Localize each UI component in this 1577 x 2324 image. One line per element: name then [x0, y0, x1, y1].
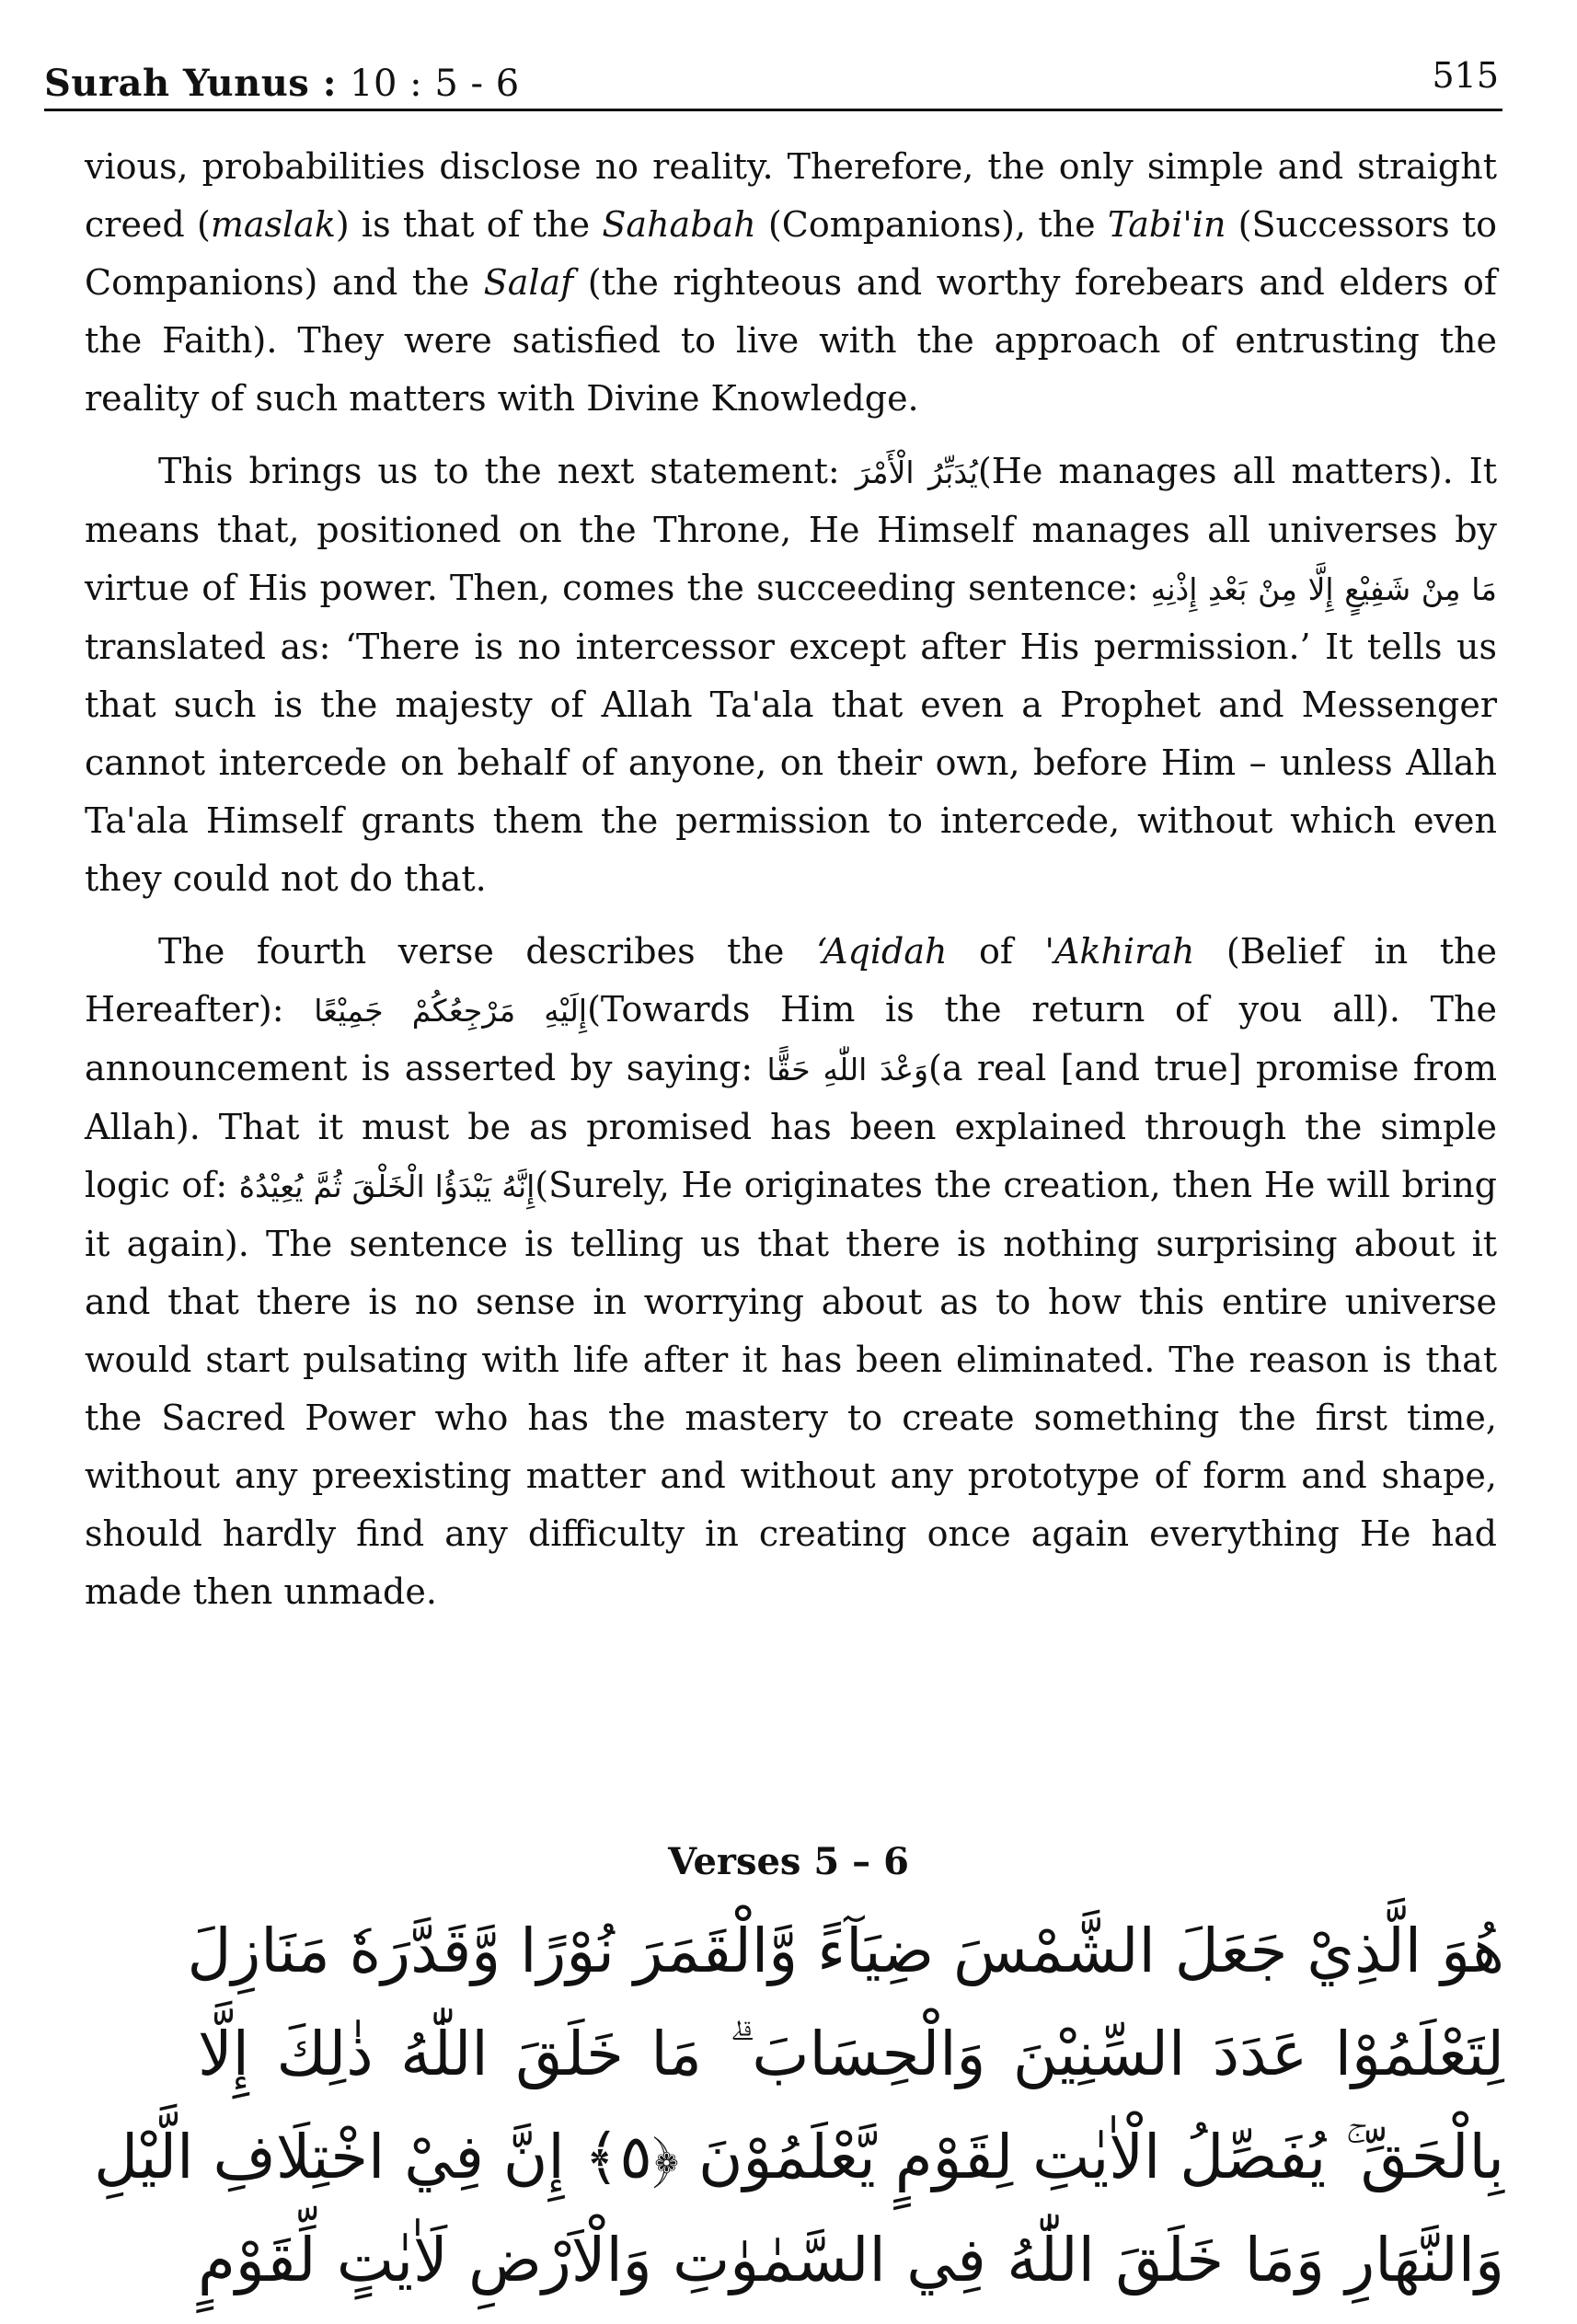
term-aqidah: ‘Aqidah: [815, 931, 948, 972]
running-header: [44, 46, 1502, 111]
paragraph-text: This brings us to the next statement:: [158, 451, 856, 491]
paragraph-1: [85, 138, 1497, 428]
arabic-quote: يُدَبِّرُ الْأَمْرَ: [855, 454, 978, 490]
arabic-quote: إِنَّهُ يَبْدَؤُا الْخَلْقَ ثُمَّ يُعِيْدُهُ: [238, 1168, 535, 1204]
paragraph-text: ) is that of the: [335, 204, 603, 245]
term-tabiin: Tabi'in: [1107, 204, 1226, 245]
paragraph-text: The fourth verse describes the: [158, 931, 816, 972]
paragraph-text: (Surely, He originates the creation, then He will bring it again). The sentence is telling us that there is nothing surprising about it and that there is no sense in worrying about as to how this entire universe would start pulsating with life after it has been eliminated. The reason is that the Sacred Power who has the mastery to create something the first time, without any preexisting matter and without any prototype of form and shape, should hardly find any difficulty in creating once again everything He had made then unmade.: [85, 1165, 1497, 1612]
paragraph-3: [85, 923, 1497, 1621]
verse-reference: 10 : 5 - 6: [350, 63, 520, 105]
verses-heading: Verses 5 – 6: [668, 1840, 909, 1883]
surah-title: [44, 62, 520, 105]
term-maslak: maslak: [210, 204, 336, 245]
paragraph-text: (Companions), the: [755, 204, 1108, 245]
paragraph-text: (Successors to Companions) and the: [85, 204, 1497, 303]
paragraph-text: (He manages all matters). It means that, positioned on the Throne, He Himself manages all universes by virtue of His power. Then, comes the succeeding sentence:: [85, 451, 1497, 608]
paragraph-text: (the righteous and worthy forebears and elders of the Faith). They were satisfied to live with the approach of entrusting the reality of such matters with Divine Knowledge.: [85, 262, 1497, 419]
arabic-verse-block: [94, 1900, 1504, 2312]
paragraph-text: vious, probabilities disclose no reality. Therefore, the only simple and straight creed (: [85, 146, 1497, 245]
arabic-quote: مَا مِنْ شَفِيْعٍ إِلَّا مِنْ بَعْدِ إِذْنِهِ: [1150, 571, 1497, 607]
paragraph-text: (Towards Him is the return of you all). The announcement is asserted by saying:: [85, 989, 1497, 1088]
paragraph-2: [85, 443, 1497, 908]
body-text: [85, 138, 1497, 1636]
arabic-quote: وَعْدَ اللّٰهِ حَقًّا: [766, 1052, 929, 1087]
surah-name: Surah Yunus :: [44, 62, 338, 105]
paragraph-text: translated as: ‘There is no intercessor except after His permission.’ It tells us that such is the majesty of Allah Ta'ala that even a Prophet and Messenger cannot intercede on behalf of anyone, on their own, before Him – unless Allah Ta'ala Himself grants them the permission to intercede, without which even they could not do that.: [85, 627, 1497, 899]
verse-line: لِتَعْلَمُوْا عَدَدَ السِّنِيْنَ وَالْحِسَابَ ۗ مَا خَلَقَ اللّٰهُ ذٰلِكَ إِلَّا: [198, 2019, 1504, 2089]
term-salaf: Salaf: [483, 262, 574, 303]
term-akhirah: 'Akhirah: [1044, 931, 1195, 972]
verse-line: وَالنَّهَارِ وَمَا خَلَقَ اللّٰهُ فِي السَّمٰوٰتِ وَالْاَرْضِ لَاٰيٰتٍ لِّقَوْمٍ: [198, 2225, 1504, 2295]
paragraph-text: (a real [and true] promise from Allah). That it must be as promised has been explained through the simple logic of:: [85, 1048, 1497, 1205]
page-number: 515: [1432, 55, 1499, 96]
paragraph-text: of: [947, 931, 1045, 972]
verse-line: هُوَ الَّذِيْ جَعَلَ الشَّمْسَ ضِيَآءً وَّالْقَمَرَ نُوْرًا وَّقَدَّرَهٗ مَنَازِلَ: [187, 1916, 1504, 1986]
arabic-quote: إِلَيْهِ مَرْجِعُكُمْ جَمِيْعًا: [314, 993, 588, 1029]
term-sahabah: Sahabah: [602, 204, 756, 245]
verse-line: بِالْحَقِّ ۚ يُفَصِّلُ الْاٰيٰتِ لِقَوْمٍ يَّعْلَمُوْنَ ﴿٥﴾ إِنَّ فِيْ اخْتِلَافِ الَّيْلِ: [94, 2122, 1504, 2192]
paragraph-text: (Belief in the Hereafter):: [85, 931, 1497, 1030]
